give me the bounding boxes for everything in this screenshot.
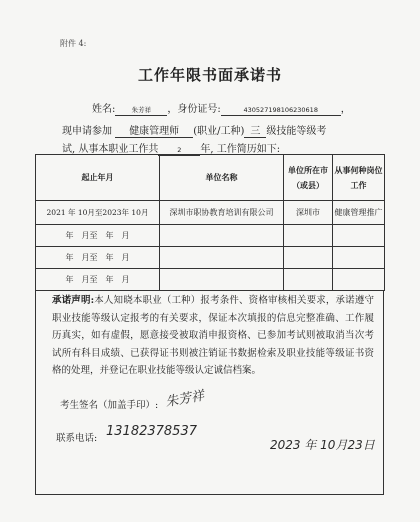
- cell-position: 健康管理推广: [333, 201, 385, 225]
- resume-table: [35, 154, 385, 291]
- header-unit: 单位名称: [160, 155, 284, 201]
- comma: ，: [340, 104, 351, 115]
- cell-period: 年 月至 年 月: [36, 269, 160, 291]
- pledge-label: 承诺声明:: [52, 295, 95, 306]
- years-value: 2: [158, 144, 200, 156]
- table-row: [36, 269, 385, 291]
- job-type-label: (职业/工种): [193, 126, 245, 137]
- pledge-statement: [52, 292, 374, 380]
- cell-position: [333, 269, 385, 291]
- years-suffix: 年, 工作简历如下:: [200, 144, 281, 155]
- apply-line: [62, 122, 326, 138]
- skill-level: 三: [244, 122, 266, 138]
- cell-unit: [160, 269, 284, 291]
- cell-position: [333, 225, 385, 247]
- signature-handwriting: 朱芳祥: [164, 388, 206, 411]
- header-location: 单位所在市（或县）: [284, 155, 333, 201]
- cell-unit: [160, 225, 284, 247]
- document-title: 工作年限书面承诺书: [137, 66, 282, 84]
- date-handwriting: 2023 年 10月23日: [270, 438, 375, 452]
- apply-suffix: 级技能等级考: [266, 126, 327, 137]
- cell-period: 年 月至 年 月: [36, 247, 160, 269]
- apply-prefix: 现申请参加: [62, 126, 112, 137]
- name-label: 姓名:: [92, 104, 116, 115]
- annex-label: 附件 4:: [60, 39, 87, 48]
- job-name: 健康管理师: [115, 122, 193, 138]
- cell-position: [333, 247, 385, 269]
- name-value: 朱芳祥: [115, 104, 167, 116]
- phone-handwriting: 13182378537: [106, 424, 197, 439]
- cell-location: [284, 247, 333, 269]
- signature-label: 考生签名（加盖手印）:: [60, 400, 159, 411]
- header-period: 起止年月: [36, 155, 160, 201]
- cell-period: 年 月至 年 月: [36, 225, 160, 247]
- cell-location: [284, 225, 333, 247]
- cell-unit: 深圳市职协教育培训有限公司: [160, 201, 284, 225]
- header-position: 从事何种岗位工作: [333, 155, 385, 201]
- table-header-row: [36, 155, 385, 201]
- years-prefix: 试, 从事本职业工作共: [62, 144, 159, 155]
- cell-period: 2021 年 10月至2023年 10月: [36, 201, 160, 225]
- cell-unit: [160, 247, 284, 269]
- cell-location: [284, 269, 333, 291]
- table-row: [36, 225, 385, 247]
- cell-location: 深圳市: [284, 201, 333, 225]
- table-row: [36, 247, 385, 269]
- id-number: 430527198106230618: [221, 104, 341, 116]
- name-id-line: [92, 100, 351, 116]
- pledge-text: 本人知晓本职业（工种）报考条件、资格审核相关要求，承诺遵守职业技能等级认定报考的有关要求，保证本次填报的信息完整准确、工作履历真实，如有虚假，愿意接受被取消申报资格、已参加考试则被取消当次考试所有科目成绩、已获得证书则被注销证书数据检索及职业技能等级证书资格的处理，并登记在职业技能等级认定诚信档案。: [52, 295, 374, 376]
- table-row: [36, 201, 385, 225]
- phone-label: 联系电话:: [56, 433, 98, 444]
- id-label: ，身份证号:: [167, 104, 221, 115]
